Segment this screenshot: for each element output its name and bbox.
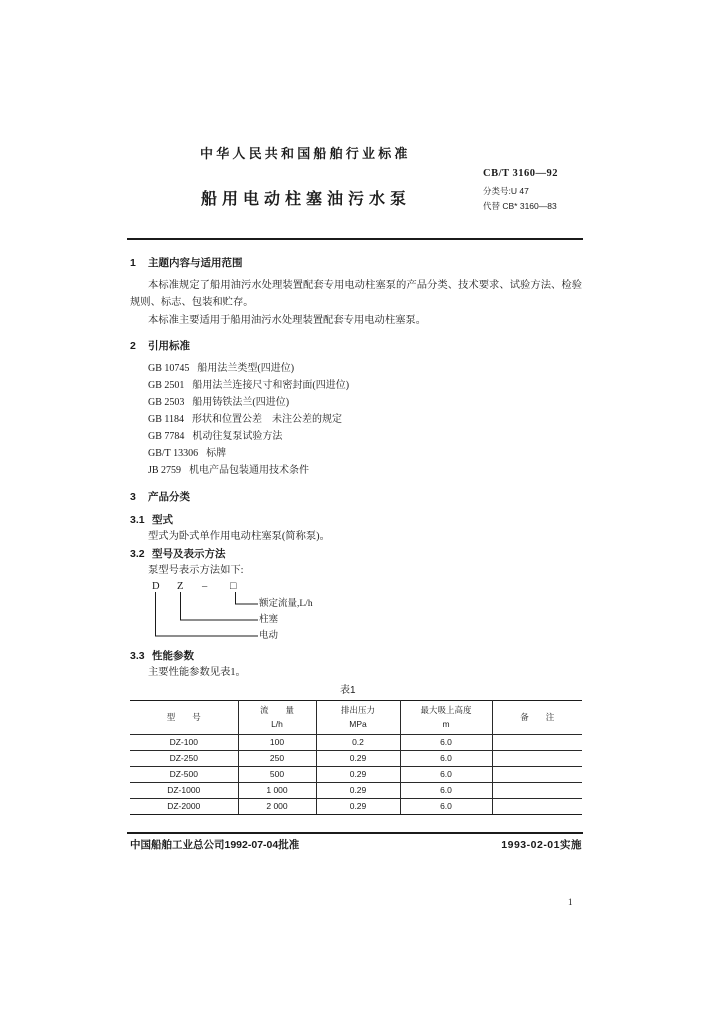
leader-line-plunger — [181, 592, 259, 620]
subsection-3-1-text: 型式为卧式单作用电动柱塞泵(简称泵)。 — [148, 531, 330, 542]
cell-model: DZ-500 — [130, 767, 238, 783]
cell-pressure: 0.29 — [316, 767, 400, 783]
table-row — [130, 783, 582, 799]
reference-code: GB 1184 — [148, 414, 185, 425]
reference-item — [148, 413, 342, 427]
cell-suction-height: 6.0 — [400, 783, 492, 799]
reference-title: 机动往复泵试验方法 — [192, 431, 283, 442]
classification-number: 分类号:U 47 — [483, 186, 529, 196]
reference-item — [148, 379, 349, 393]
cell-remarks — [492, 799, 582, 815]
model-code-box: □ — [230, 581, 237, 592]
table-row — [130, 799, 582, 815]
cell-flow: 250 — [238, 751, 316, 767]
section-title: 产品分类 — [148, 491, 190, 503]
model-code-dash: – — [202, 581, 208, 592]
reference-item — [148, 464, 309, 478]
standard-number: CB/T 3160—92 — [483, 168, 558, 179]
cell-suction-height: 6.0 — [400, 735, 492, 751]
reference-code: GB 10745 — [148, 363, 190, 374]
subsection-title: 型号及表示方法 — [152, 548, 226, 560]
section-title: 主题内容与适用范围 — [148, 257, 243, 269]
header-model: 型 号 — [130, 701, 238, 735]
cell-pressure: 0.29 — [316, 783, 400, 799]
reference-title: 船用铸铁法兰(四进位) — [192, 397, 290, 408]
reference-title: 船用法兰类型(四进位) — [197, 363, 295, 374]
reference-item — [148, 430, 282, 444]
reference-item — [148, 362, 294, 376]
cell-suction-height: 6.0 — [400, 799, 492, 815]
org-title: 中华人民共和国船舶行业标准 — [200, 146, 411, 161]
table-header-row — [130, 701, 582, 735]
cell-suction-height: 6.0 — [400, 767, 492, 783]
model-code-label-flow: 额定流量,L/h — [259, 599, 313, 609]
cell-model: DZ-1000 — [130, 783, 238, 799]
table-row — [130, 767, 582, 783]
section-1-paragraph-2: 本标准主要适用于船用油污水处理装置配套专用电动柱塞泵。 — [148, 315, 427, 326]
subsection-3-1-heading — [130, 513, 173, 527]
cell-model: DZ-100 — [130, 735, 238, 751]
model-code-label-plunger: 柱塞 — [259, 615, 279, 625]
section-1-paragraph-1: 本标准规定了船用油污水处理装置配套专用电动柱塞泵的产品分类、技术要求、试验方法、检验规则、标志、包装和贮存。 — [130, 280, 582, 308]
section-2-heading — [130, 339, 190, 353]
header-suction-height: 最大吸上高度 m — [400, 701, 492, 735]
header-pressure: 排出压力 MPa — [316, 701, 400, 735]
reference-code: JB 2759 — [148, 465, 182, 476]
cell-suction-height: 6.0 — [400, 751, 492, 767]
cell-pressure: 0.29 — [316, 751, 400, 767]
approval-statement: 中国船舶工业总公司1992-07-04批准 — [130, 839, 300, 851]
table-caption: 表1 — [340, 685, 356, 696]
reference-item — [148, 447, 226, 461]
reference-item — [148, 396, 289, 410]
section-title: 引用标准 — [148, 340, 190, 352]
header-suction-unit: m — [442, 719, 450, 729]
subsection-3-2-text: 泵型号表示方法如下: — [148, 565, 244, 576]
leader-line-electric — [156, 592, 259, 636]
table-row — [130, 735, 582, 751]
footer-divider — [127, 832, 583, 834]
subsection-3-2-heading — [130, 547, 226, 561]
header-flow-unit: L/h — [271, 719, 283, 729]
subsection-number: 3.3 — [130, 650, 145, 662]
reference-title: 船用法兰连接尺寸和密封面(四进位) — [192, 380, 350, 391]
section-3-heading — [130, 490, 190, 504]
reference-title: 形状和位置公差 未注公差的规定 — [192, 414, 343, 425]
subsection-3-3-heading — [130, 649, 194, 663]
replaces-standard: 代替 CB* 3160—83 — [483, 201, 557, 211]
table-row — [130, 751, 582, 767]
section-number: 1 — [130, 257, 136, 269]
performance-table — [130, 700, 582, 815]
cell-flow: 500 — [238, 767, 316, 783]
subsection-title: 型式 — [152, 514, 173, 526]
page-number: 1 — [568, 897, 573, 907]
reference-code: GB 7784 — [148, 431, 185, 442]
cell-pressure: 0.2 — [316, 735, 400, 751]
subsection-number: 3.2 — [130, 548, 145, 560]
model-code-label-electric: 电动 — [259, 631, 279, 641]
reference-code: GB 2503 — [148, 397, 185, 408]
subsection-number: 3.1 — [130, 514, 145, 526]
reference-code: GB/T 13306 — [148, 448, 199, 459]
header-flow: 流 量 L/h — [238, 701, 316, 735]
section-1-heading — [130, 256, 243, 270]
cell-flow: 100 — [238, 735, 316, 751]
cell-remarks — [492, 783, 582, 799]
subsection-title: 性能参数 — [152, 650, 194, 662]
header-divider — [127, 238, 583, 240]
model-code-letter-z: Z — [177, 581, 184, 592]
effective-date: 1993-02-01实施 — [501, 839, 582, 851]
section-number: 2 — [130, 340, 136, 352]
cell-remarks — [492, 735, 582, 751]
header-remarks: 备 注 — [492, 701, 582, 735]
reference-title: 标牌 — [206, 448, 227, 459]
reference-title: 机电产品包装通用技术条件 — [189, 465, 310, 476]
header-pressure-unit: MPa — [349, 719, 367, 729]
cell-pressure: 0.29 — [316, 799, 400, 815]
section-number: 3 — [130, 491, 136, 503]
model-code-letter-d: D — [152, 581, 160, 592]
document-title: 船用电动柱塞油污水泵 — [201, 191, 412, 208]
cell-flow: 1 000 — [238, 783, 316, 799]
reference-code: GB 2501 — [148, 380, 185, 391]
cell-remarks — [492, 751, 582, 767]
cell-flow: 2 000 — [238, 799, 316, 815]
model-code-leader-lines — [140, 575, 270, 645]
leader-line-flow — [236, 592, 259, 604]
subsection-3-3-text: 主要性能参数见表1。 — [148, 667, 246, 678]
cell-model: DZ-250 — [130, 751, 238, 767]
cell-remarks — [492, 767, 582, 783]
cell-model: DZ-2000 — [130, 799, 238, 815]
